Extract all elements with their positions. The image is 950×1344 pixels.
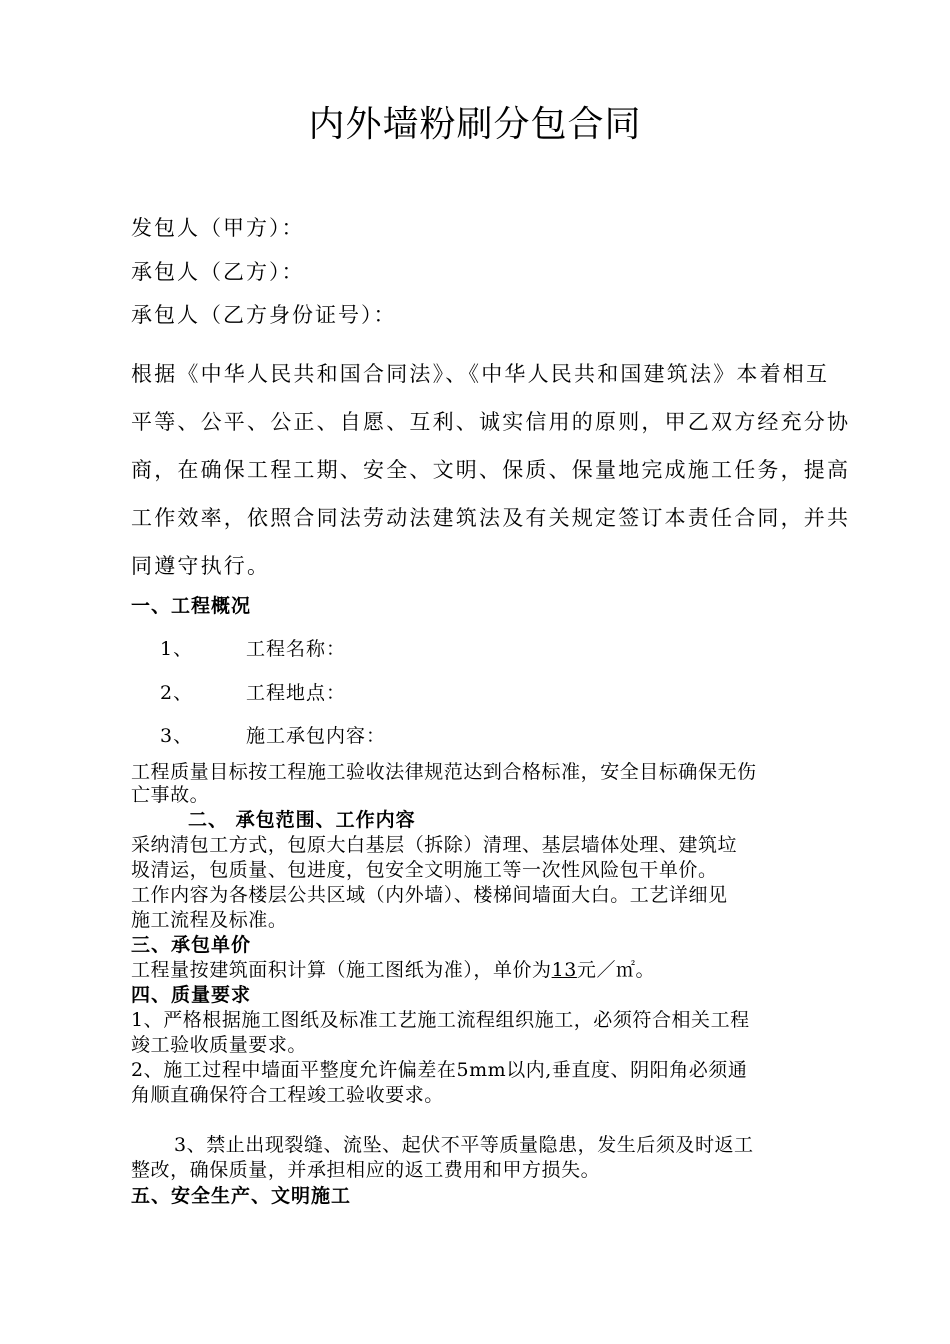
- unit-price-line: [131, 955, 655, 982]
- unit-price-suffix: 元／㎡。: [576, 959, 656, 981]
- party-employer: 发包人（甲方）：: [131, 216, 305, 240]
- quality-line: 竣工验收质量要求。: [131, 1034, 307, 1056]
- scope-line: 施工流程及标准。: [131, 909, 288, 931]
- section-heading-quality: 四、质量要求: [131, 984, 252, 1006]
- quality-line: 3、禁止出现裂缝、流坠、起伏不平等质量隐患，发生后须及时返工: [174, 1134, 754, 1156]
- item-label: 工程名称：: [246, 638, 347, 660]
- document-title: 内外墙粉刷分包合同: [308, 104, 642, 145]
- item-label: 工程地点：: [246, 682, 347, 704]
- intro-line: 商，在确保工程工期、安全、文明、保质、保量地完成施工任务，提高: [131, 458, 851, 482]
- item-label: 施工承包内容：: [246, 725, 387, 747]
- section-heading-overview: 一、工程概况: [131, 595, 252, 617]
- quality-line: 整改，确保质量，并承担相应的返工费用和甲方损失。: [131, 1159, 601, 1181]
- unit-price-prefix: 工程量按建筑面积计算（施工图纸为准），单价为: [131, 959, 552, 981]
- item-number: 2、: [160, 682, 194, 704]
- item-number: 3、: [160, 725, 194, 747]
- unit-price-value: 13: [551, 959, 577, 981]
- section-heading-unit-price: 三、承包单价: [131, 934, 252, 956]
- scope-line: 采纳清包工方式，包原大白基层（拆除）清理、基层墙体处理、建筑垃: [131, 834, 738, 856]
- item-number: 1、: [160, 638, 194, 660]
- scope-line: 圾清运，包质量、包进度，包安全文明施工等一次性风险包干单价。: [131, 859, 718, 881]
- quality-line: 2、施工过程中墙面平整度允许偏差在5mm以内,垂直度、阴阳角必须通: [131, 1059, 748, 1081]
- quality-line: 1、严格根据施工图纸及标准工艺施工流程组织施工，必须符合相关工程: [131, 1009, 750, 1031]
- intro-line: 根据《中华人民共和国合同法》、《中华人民共和国建筑法》本着相互: [131, 362, 830, 386]
- party-contractor: 承包人（乙方）：: [131, 260, 305, 284]
- quality-target-line: 亡事故。: [131, 784, 210, 806]
- party-contractor-id: 承包人（乙方身份证号）：: [131, 303, 397, 327]
- section-heading-safety: 五、安全生产、文明施工: [131, 1185, 352, 1207]
- section-heading-scope: 二、 承包范围、工作内容: [188, 809, 416, 831]
- intro-line: 平等、公平、公正、自愿、互利、诚实信用的原则，甲乙双方经充分协: [131, 410, 851, 434]
- intro-line: 同遵守执行。: [131, 554, 271, 578]
- quality-target-line: 工程质量目标按工程施工验收法律规范达到合格标准，安全目标确保无伤: [131, 761, 757, 783]
- scope-line: 工作内容为各楼层公共区域（内外墙）、楼梯间墙面大白。工艺详细见: [131, 884, 728, 906]
- quality-line: 角顺直确保符合工程竣工验收要求。: [131, 1084, 444, 1106]
- intro-line: 工作效率，依照合同法劳动法建筑法及有关规定签订本责任合同，并共: [131, 506, 851, 530]
